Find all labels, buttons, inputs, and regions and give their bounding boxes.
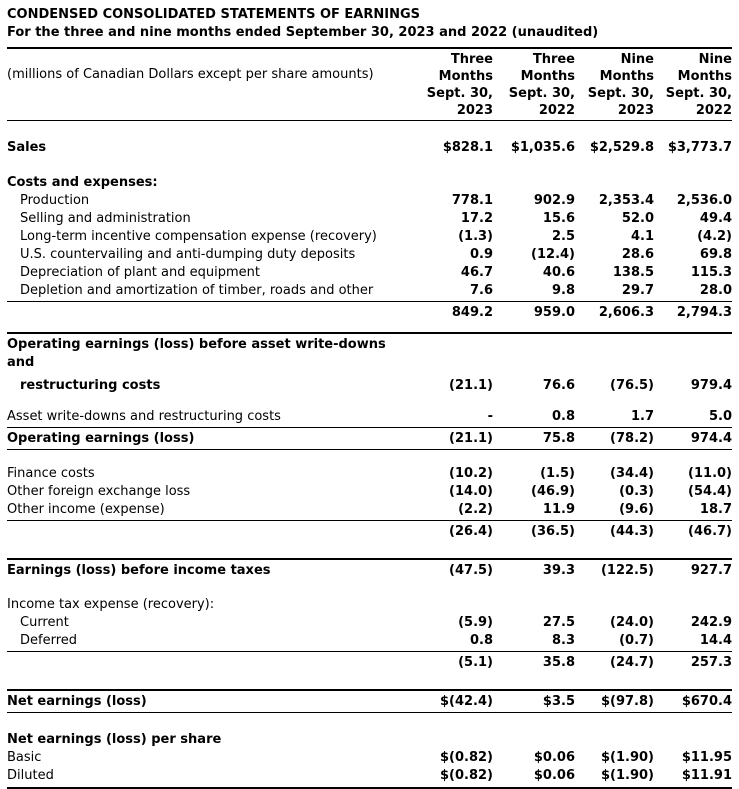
value-cell: $(42.4) (439, 694, 493, 709)
value-cell: (24.0) (610, 615, 654, 630)
row-depreciation: Depreciation of plant and equipment 46.7 40.6 138.5 115.3 (20, 265, 732, 280)
row-asset-writedowns: Asset write-downs and restructuring costs - 0.8 1.7 5.0 (7, 409, 732, 424)
value-cell: 35.8 (542, 655, 575, 670)
subtotal-rule (7, 651, 732, 652)
value-cell: 4.1 (630, 229, 654, 244)
value-cell: 0.8 (469, 633, 493, 648)
spacer (7, 580, 732, 596)
value-cell: (4.2) (697, 229, 732, 244)
value-cell: $11.95 (681, 750, 732, 765)
value-cell: 28.6 (621, 247, 654, 262)
value-cell: $2,529.8 (589, 140, 654, 155)
value-cell: 69.8 (699, 247, 732, 262)
value-cell: 2,536.0 (676, 193, 732, 208)
row-income-tax-header: Income tax expense (recovery): (7, 597, 215, 612)
row-eps-header: Net earnings (loss) per share (7, 732, 222, 747)
value-cell: $3.5 (542, 694, 575, 709)
value-cell: (78.2) (610, 431, 654, 446)
row-costs-total (7, 304, 732, 322)
value-cell: 5.0 (708, 409, 732, 424)
value-cell: (11.0) (688, 466, 732, 481)
row-eps-diluted: Diluted $(0.82) $0.06 $(1.90) $11.91 (7, 768, 732, 783)
value-cell: (14.0) (449, 484, 493, 499)
spacer (7, 541, 732, 557)
value-cell: $(0.82) (439, 768, 493, 783)
value-cell: (0.3) (619, 484, 654, 499)
value-cell: $11.91 (681, 768, 732, 783)
row-other-income: Other income (expense) (2.2) 11.9 (9.6) 18.7 (7, 502, 732, 517)
value-cell: (2.2) (458, 502, 493, 517)
value-cell: 9.8 (551, 283, 575, 298)
value-cell: 18.7 (699, 502, 732, 517)
value-cell: (44.3) (610, 524, 654, 539)
value-cell: 849.2 (451, 305, 493, 320)
value-cell: 2.5 (551, 229, 575, 244)
value-cell: 257.3 (690, 655, 732, 670)
value-cell: 14.4 (699, 633, 732, 648)
value-cell: 76.6 (542, 378, 575, 393)
subtotal-rule (7, 301, 732, 302)
value-cell: (24.7) (610, 655, 654, 670)
value-cell: $0.06 (533, 768, 575, 783)
value-cell: 1.7 (630, 409, 654, 424)
spacer (7, 395, 732, 408)
row-operating-earnings: Operating earnings (loss) (21.1) 75.8 (78.2) 974.4 (7, 431, 732, 446)
value-cell: 39.3 (542, 563, 575, 578)
value-cell: 979.4 (690, 378, 732, 393)
value-cell: (46.9) (531, 484, 575, 499)
row-operating-before-writedowns-line1: Operating earnings (loss) before asset write-downs (7, 337, 386, 352)
row-costs-and-expenses-header: Costs and expenses: (7, 175, 158, 190)
row-long-term-incentive: Long-term incentive compensation expense (recovery) (1.3) 2.5 4.1 (4.2) (20, 229, 732, 244)
value-cell: $670.4 (681, 694, 732, 709)
value-cell: (5.9) (458, 615, 493, 630)
row-operating-before-writedowns-values: restructuring costs (21.1) 76.6 (76.5) 979.4 (20, 378, 732, 393)
value-cell: $(1.90) (600, 750, 654, 765)
value-cell: (12.4) (531, 247, 575, 262)
value-cell: (122.5) (600, 563, 654, 578)
section-rule (7, 332, 732, 334)
value-cell: (0.7) (619, 633, 654, 648)
value-cell: 115.3 (690, 265, 732, 280)
value-cell: 15.6 (542, 211, 575, 226)
page-subtitle: For the three and nine months ended September 30, 2023 and 2022 (unaudited) (7, 25, 599, 40)
section-rule (7, 558, 732, 560)
units-note: (millions of Canadian Dollars except per share amounts) (7, 67, 374, 82)
header-rule (7, 120, 732, 121)
row-selling-administration: Selling and administration 17.2 15.6 52.0 49.4 (20, 211, 732, 226)
value-cell: $1,035.6 (510, 140, 575, 155)
value-cell: (76.5) (610, 378, 654, 393)
section-rule (7, 689, 732, 691)
row-earnings-before-taxes: Earnings (loss) before income taxes (47.5) 39.3 (122.5) 927.7 (7, 563, 732, 578)
spacer (7, 452, 732, 465)
value-cell: $(0.82) (439, 750, 493, 765)
column-header-nine-months-2022: Nine Months Sept. 30, 2022 (665, 52, 732, 118)
column-header-three-months-2022: Three Months Sept. 30, 2022 (508, 52, 575, 118)
value-cell: (10.2) (449, 466, 493, 481)
value-cell: 17.2 (460, 211, 493, 226)
value-cell: $(1.90) (600, 768, 654, 783)
value-cell: (26.4) (449, 524, 493, 539)
value-cell: 2,794.3 (676, 305, 732, 320)
row-depletion-amortization: Depletion and amortization of timber, roads and other 7.6 9.8 29.7 28.0 (20, 283, 732, 298)
row-countervailing-duties: U.S. countervailing and anti-dumping duty deposits 0.9 (12.4) 28.6 69.8 (20, 247, 732, 262)
value-cell: (1.5) (540, 466, 575, 481)
value-cell: (54.4) (688, 484, 732, 499)
value-cell: 778.1 (451, 193, 493, 208)
spacer (7, 322, 732, 331)
row-tax-current: Current (5.9) 27.5 (24.0) 242.9 (20, 615, 732, 630)
value-cell: (46.7) (688, 524, 732, 539)
value-cell: 959.0 (533, 305, 575, 320)
subtotal-rule (7, 712, 732, 713)
row-eps-basic: Basic $(0.82) $0.06 $(1.90) $11.95 (7, 750, 732, 765)
value-cell: 0.9 (469, 247, 493, 262)
column-header-nine-months-2023: Nine Months Sept. 30, 2023 (587, 52, 654, 118)
row-sales: Sales $828.1 $1,035.6 $2,529.8 $3,773.7 (7, 140, 732, 155)
value-cell: 46.7 (460, 265, 493, 280)
value-cell: 7.6 (469, 283, 493, 298)
value-cell: (9.6) (619, 502, 654, 517)
value-cell: 2,606.3 (598, 305, 654, 320)
value-cell: $(97.8) (600, 694, 654, 709)
spacer (7, 672, 732, 688)
spacer (7, 715, 732, 731)
value-cell: (47.5) (449, 563, 493, 578)
value-cell: 75.8 (542, 431, 575, 446)
row-net-earnings: Net earnings (loss) $(42.4) $3.5 $(97.8) $670.4 (7, 694, 732, 709)
subtotal-rule (7, 449, 732, 450)
row-other-total (7, 523, 732, 541)
value-cell: 28.0 (699, 283, 732, 298)
value-cell: 138.5 (612, 265, 654, 280)
value-cell: (36.5) (531, 524, 575, 539)
value-cell: 0.8 (551, 409, 575, 424)
row-tax-deferred: Deferred 0.8 8.3 (0.7) 14.4 (20, 633, 732, 648)
value-cell: 8.3 (551, 633, 575, 648)
table-header (7, 51, 732, 119)
page-title: CONDENSED CONSOLIDATED STATEMENTS OF EARNINGS (7, 7, 421, 22)
row-foreign-exchange-loss: Other foreign exchange loss (14.0) (46.9) (0.3) (54.4) (7, 484, 732, 499)
spacer (7, 157, 732, 174)
value-cell: $3,773.7 (667, 140, 732, 155)
value-cell: 974.4 (690, 431, 732, 446)
value-cell: (1.3) (458, 229, 493, 244)
value-cell: 27.5 (542, 615, 575, 630)
row-tax-total (7, 654, 732, 672)
value-cell: - (487, 409, 493, 424)
row-production: Production 778.1 902.9 2,353.4 2,536.0 (20, 193, 732, 208)
value-cell: (34.4) (610, 466, 654, 481)
value-cell: 49.4 (699, 211, 732, 226)
value-cell: 2,353.4 (598, 193, 654, 208)
value-cell: 40.6 (542, 265, 575, 280)
value-cell: 242.9 (690, 615, 732, 630)
value-cell: 902.9 (533, 193, 575, 208)
value-cell: $0.06 (533, 750, 575, 765)
row-operating-before-writedowns-line2: and (7, 355, 35, 370)
value-cell: (21.1) (449, 378, 493, 393)
divider-rule (7, 47, 732, 49)
column-header-three-months-2023: Three Months Sept. 30, 2023 (426, 52, 493, 118)
value-cell: 29.7 (621, 283, 654, 298)
value-cell: 11.9 (542, 502, 575, 517)
subtotal-rule (7, 427, 732, 428)
subtotal-rule (7, 520, 732, 521)
value-cell: (5.1) (458, 655, 493, 670)
value-cell: (21.1) (449, 431, 493, 446)
value-cell: 52.0 (621, 211, 654, 226)
value-cell: $828.1 (442, 140, 493, 155)
value-cell: 927.7 (690, 563, 732, 578)
row-finance-costs: Finance costs (10.2) (1.5) (34.4) (11.0) (7, 466, 732, 481)
